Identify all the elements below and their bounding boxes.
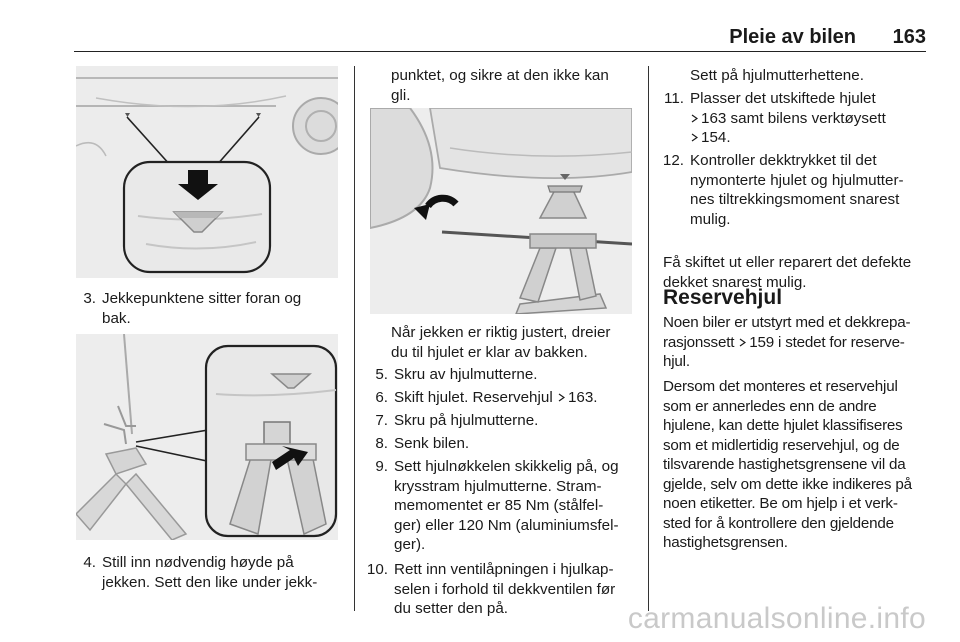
- raising-vehicle-figure: [370, 108, 632, 314]
- page-number: 163: [892, 26, 926, 48]
- page-title: Pleie av bilen: [729, 26, 856, 48]
- step-text: Still inn nødvendig høyde på jekken. Sett den like under jekk-: [102, 554, 318, 591]
- page-reference-icon: [691, 133, 698, 142]
- step-number: 5.: [375, 366, 388, 383]
- step-number: 10.: [366, 561, 388, 578]
- step-12: [656, 151, 928, 231]
- step-number: 9.: [375, 458, 388, 475]
- jack-placement-figure: [76, 334, 338, 540]
- step-4: [74, 553, 344, 593]
- step-text: Senk bilen.: [394, 435, 470, 452]
- step-number: 8.: [375, 435, 388, 452]
- step-number: 6.: [375, 389, 388, 406]
- header-rule: [74, 51, 926, 52]
- step-number: 4.: [83, 554, 96, 571]
- col2-intro: punktet, og sikre at den ikke kan gli.: [391, 67, 609, 104]
- step-text: Skru på hjulmutterne.: [394, 412, 539, 429]
- jacking-point-figure: [76, 66, 338, 278]
- step-10: [360, 560, 645, 620]
- step-text: Sett hjulnøkkelen skikkelig på, og krysstram hjulmutterne. Stram- memomentet er 85 Nm (stålfel- ger) eller 120 Nm (aluminiumsfel- ger).: [394, 458, 619, 553]
- page-reference-icon: [739, 338, 746, 347]
- col3-paragraph-2: Noen biler er utstyrt med et dekkrepa- rasjonssett 159 i stedet for reserve- hjul.: [663, 314, 911, 370]
- page-reference-icon: [558, 393, 565, 402]
- column-divider-1: [354, 66, 355, 611]
- step-text: Skru av hjulmutterne.: [394, 366, 538, 383]
- col3-paragraph-1: Få skiftet ut eller reparert det defekte dekket snarest mulig.: [663, 254, 912, 291]
- step-number: 11.: [664, 90, 684, 107]
- column-divider-2: [648, 66, 649, 611]
- step-text: Skift hjulet. Reservehjul 163.: [394, 389, 598, 406]
- col3-intro: Sett på hjulmutterhettene.: [690, 67, 864, 84]
- page-reference-icon: [691, 114, 698, 123]
- step-text: Plasser det utskiftede hjulet 163 samt bilens verktøysett 154.: [690, 90, 886, 146]
- step-number: 7.: [375, 412, 388, 429]
- col3-paragraph-3: Dersom det monteres et reservehjul som er annerledes enn de andre hjulene, kan dette hjulet klassifiseres som et midlertidig reservehjul, og de tilsvarende hastighetsgrensene vil da gjelde, selv om dette ikke indikeres på noen etiketter. Be om hjelp i et verk- sted for å kontrollere den gjeldende hastighetsgrensen.: [663, 378, 912, 551]
- section-heading: Reservehjul: [663, 286, 783, 309]
- step-text: Jekkepunktene sitter foran og bak.: [102, 290, 302, 327]
- step-text: Rett inn ventilåpningen i hjulkap- selen i forhold til dekkventilen før du setter den på.: [394, 561, 616, 617]
- step-9: [360, 457, 645, 557]
- figure-caption: Når jekken er riktig justert, dreier du til hjulet er klar av bakken.: [391, 324, 611, 361]
- step-text: Kontroller dekktrykket til det nymonterte hjulet og hjulmutter- nes tiltrekkingsmoment snarest mulig.: [690, 152, 904, 228]
- watermark: carmanualsonline.info: [627, 602, 926, 635]
- step-number: 12.: [662, 152, 684, 169]
- step-3: [74, 289, 344, 329]
- step-number: 3.: [83, 290, 96, 307]
- step-11: [656, 89, 928, 149]
- page-header: [74, 22, 926, 52]
